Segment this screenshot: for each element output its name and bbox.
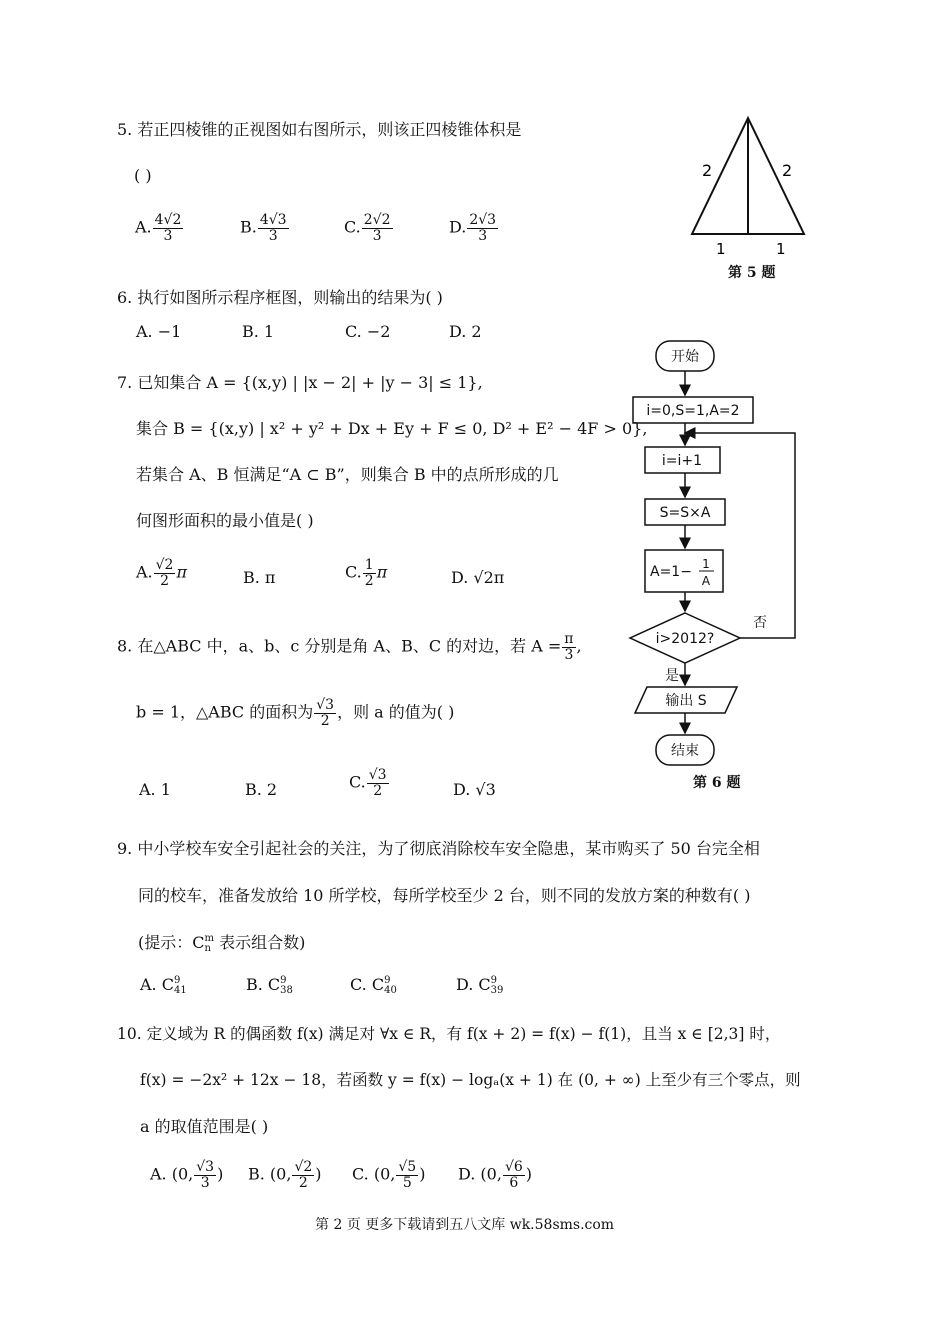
q5-stem: 5. 若正四棱锥的正视图如右图所示，则该正四棱锥体积是: [117, 120, 522, 139]
flow-init-text: i=0,S=1,A=2: [646, 403, 740, 419]
q6-figure-caption: 第 6 题: [693, 775, 741, 791]
q9-line1: 9. 中小学校车安全引起社会的关注，为了彻底消除校车安全隐患，某市购买了 50 台完全相: [117, 839, 760, 858]
q7-option-c: C. $\frac{1}{2}$ π: [345, 557, 388, 589]
q8-option-c: C. $\frac{√3}{2}$: [349, 767, 387, 799]
right-base-label: 1: [776, 240, 786, 258]
left-side-label: 2: [702, 161, 713, 180]
q10-option-a: A. (0, $\frac{√3}{3}$ ): [150, 1159, 224, 1191]
flow-yes-label: 是: [665, 668, 679, 684]
q9-option-c: C. C 9 40: [350, 974, 397, 996]
q5-option-b: B. $\frac{4√3}{3}$: [240, 212, 287, 244]
q8-option-b: B. 2: [245, 780, 278, 799]
q6-stem: 6. 执行如图所示程序框图，则输出的结果为( ): [117, 288, 443, 307]
left-base-label: 1: [716, 240, 726, 258]
flow-condition-text: i>2012?: [655, 631, 715, 647]
q8-option-a: A. 1: [139, 780, 171, 799]
q6-option-d: D. 2: [449, 322, 482, 341]
flow-no-label: 否: [753, 615, 767, 631]
right-side-label: 2: [782, 161, 793, 180]
q7-line4: 何图形面积的最小值是( ): [136, 511, 314, 530]
q5-option-a: A. $\frac{4√2}{3}$: [135, 212, 182, 244]
q7-option-d: D. √2π: [451, 568, 505, 587]
flow-step1-text: i=i+1: [661, 453, 703, 469]
q7-line1: 7. 已知集合 A = {(x,y) | |x − 2| + |y − 3| ≤ 1},: [117, 373, 483, 392]
q8-line1: 8. 在△ABC 中，a、b、c 分别是角 A、B、C 的对边，若 A = $\frac{\pi}{3}$ ,: [117, 631, 582, 663]
flow-start-text: 开始: [671, 349, 699, 365]
flow-end-text: 结束: [671, 743, 699, 759]
q6-option-a: A. −1: [136, 322, 182, 341]
flow-step3-num: 1: [702, 557, 710, 571]
q5-option-c: C. $\frac{2√2}{3}$: [344, 212, 391, 244]
q5-figure-caption: 第 5 题: [728, 265, 776, 281]
q10-option-b: B. (0, $\frac{√2}{2}$ ): [248, 1159, 322, 1191]
q9-option-a: A. C 9 41: [140, 974, 187, 996]
q6-option-b: B. 1: [242, 322, 275, 341]
page-footer: 第 2 页 更多下载请到五八文库 wk.58sms.com: [315, 1217, 615, 1233]
q10-line1: 10. 定义域为 R 的偶函数 f(x) 满足对 ∀x ∈ R，有 f(x + 2) = f(x) − f(1)，且当 x ∈ [2,3] 时，: [117, 1025, 781, 1043]
q10-option-c: C. (0, $\frac{√5}{5}$ ): [352, 1159, 426, 1191]
q7-option-b: B. π: [243, 568, 276, 587]
q7-line3: 若集合 A、B 恒满足“A ⊂ B”，则集合 B 中的点所形成的几: [136, 465, 559, 484]
q8-line2: b = 1，△ABC 的面积为 $\frac{√3}{2}$ ，则 a 的值为( ): [136, 697, 455, 729]
q7-option-a: A. $\frac{√2}{2}$ π: [136, 557, 187, 589]
q5-option-d: D. $\frac{2√3}{3}$: [449, 212, 497, 244]
q9-option-b: B. C 9 38: [246, 974, 293, 996]
q10-option-d: D. (0, $\frac{√6}{6}$ ): [458, 1159, 533, 1191]
q9-hint: (提示：C m n 表示组合数): [138, 932, 306, 954]
q6-option-c: C. −2: [345, 322, 391, 341]
q7-line2: 集合 B = {(x,y) | x² + y² + Dx + Ey + F ≤ 0, D² + E² − 4F > 0},: [136, 419, 648, 438]
q5-triangle-figure: [680, 110, 840, 275]
flow-output-text: 输出 S: [665, 693, 707, 709]
q9-line2: 同的校车，准备发放给 10 所学校，每所学校至少 2 台，则不同的发放方案的种数有( ): [138, 886, 751, 905]
q8-option-d: D. √3: [453, 780, 496, 799]
flow-step2-text: S=S×A: [659, 505, 711, 521]
q5-blank: ( ): [134, 166, 152, 185]
q9-option-d: D. C 9 39: [456, 974, 504, 996]
q10-line3: a 的取值范围是( ): [140, 1117, 269, 1136]
q6-flowchart: [625, 335, 810, 775]
q10-line2: f(x) = −2x² + 12x − 18，若函数 y = f(x) − logₐ(x + 1) 在 (0, + ∞) 上至少有三个零点，则: [140, 1071, 801, 1089]
flow-step3-text: A=1−: [650, 564, 692, 580]
flow-step3-den: A: [701, 574, 711, 588]
